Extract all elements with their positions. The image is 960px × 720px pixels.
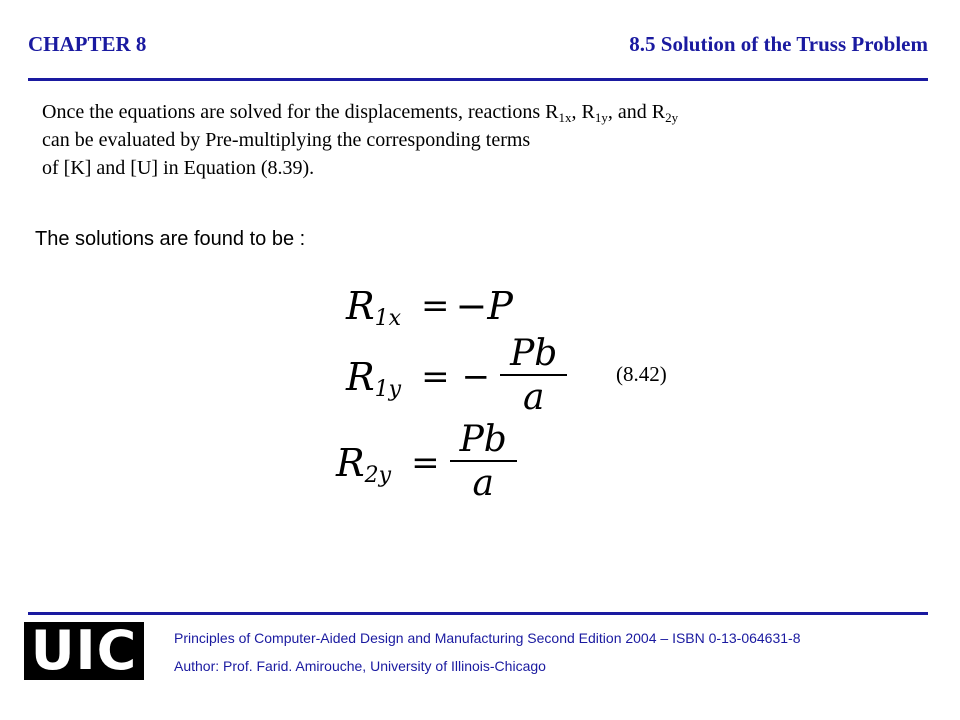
eq3-fraction	[450, 420, 517, 506]
eq3-subscript: 2y	[364, 462, 392, 488]
eq1-lhs: R	[346, 284, 375, 328]
body-line-1	[42, 98, 678, 126]
eq2-equals: =	[421, 357, 450, 397]
eq1-subscript: 1x	[374, 305, 402, 331]
equation-r1x	[346, 284, 513, 331]
footer-author: Author: Prof. Farid. Amirouche, University of Illinois-Chicago	[174, 658, 546, 674]
body-line-1-text: Once the equations are solved for the displacements, reactions R	[42, 101, 559, 123]
chapter-title: CHAPTER 8	[28, 32, 147, 56]
section-title: 8.5 Solution of the Truss Problem	[629, 32, 928, 56]
body-paragraph	[42, 98, 678, 182]
footer-book-info: Principles of Computer-Aided Design and Manufacturing Second Edition 2004 – ISBN 0-13-064631-8	[174, 630, 801, 646]
eq2-numerator: Pb	[510, 333, 558, 374]
eq3-numerator: Pb	[459, 419, 507, 460]
eq2-lhs: R	[346, 355, 375, 399]
footer-rule	[28, 612, 928, 615]
eq3-lhs: R	[336, 441, 365, 485]
eq2-subscript: 1y	[374, 376, 402, 402]
body-line-2: can be evaluated by Pre-multiplying the corresponding terms	[42, 129, 531, 151]
equation-number: (8.42)	[616, 362, 667, 386]
header-rule	[28, 78, 928, 81]
equation-r1y	[346, 334, 567, 420]
r1x-subscript: 1x	[558, 110, 572, 125]
body-sep-1: , R	[571, 101, 595, 123]
r2y-subscript: 2y	[665, 110, 679, 125]
r1y-subscript: 1y	[594, 110, 608, 125]
eq3-denominator: a	[472, 463, 494, 504]
eq3-equals: =	[411, 443, 440, 483]
eq1-rhs: −P	[455, 284, 513, 328]
solutions-intro: The solutions are found to be :	[35, 228, 306, 250]
eq2-fraction	[500, 334, 567, 420]
eq2-denominator: a	[522, 377, 545, 418]
eq2-minus-sign: −	[461, 357, 491, 397]
equation-r2y	[336, 420, 517, 506]
body-line-3: of [K] and [U] in Equation (8.39).	[42, 157, 315, 179]
uic-logo: UIC	[24, 622, 144, 680]
eq1-equals: =	[421, 286, 450, 326]
body-sep-2: , and R	[607, 101, 666, 123]
